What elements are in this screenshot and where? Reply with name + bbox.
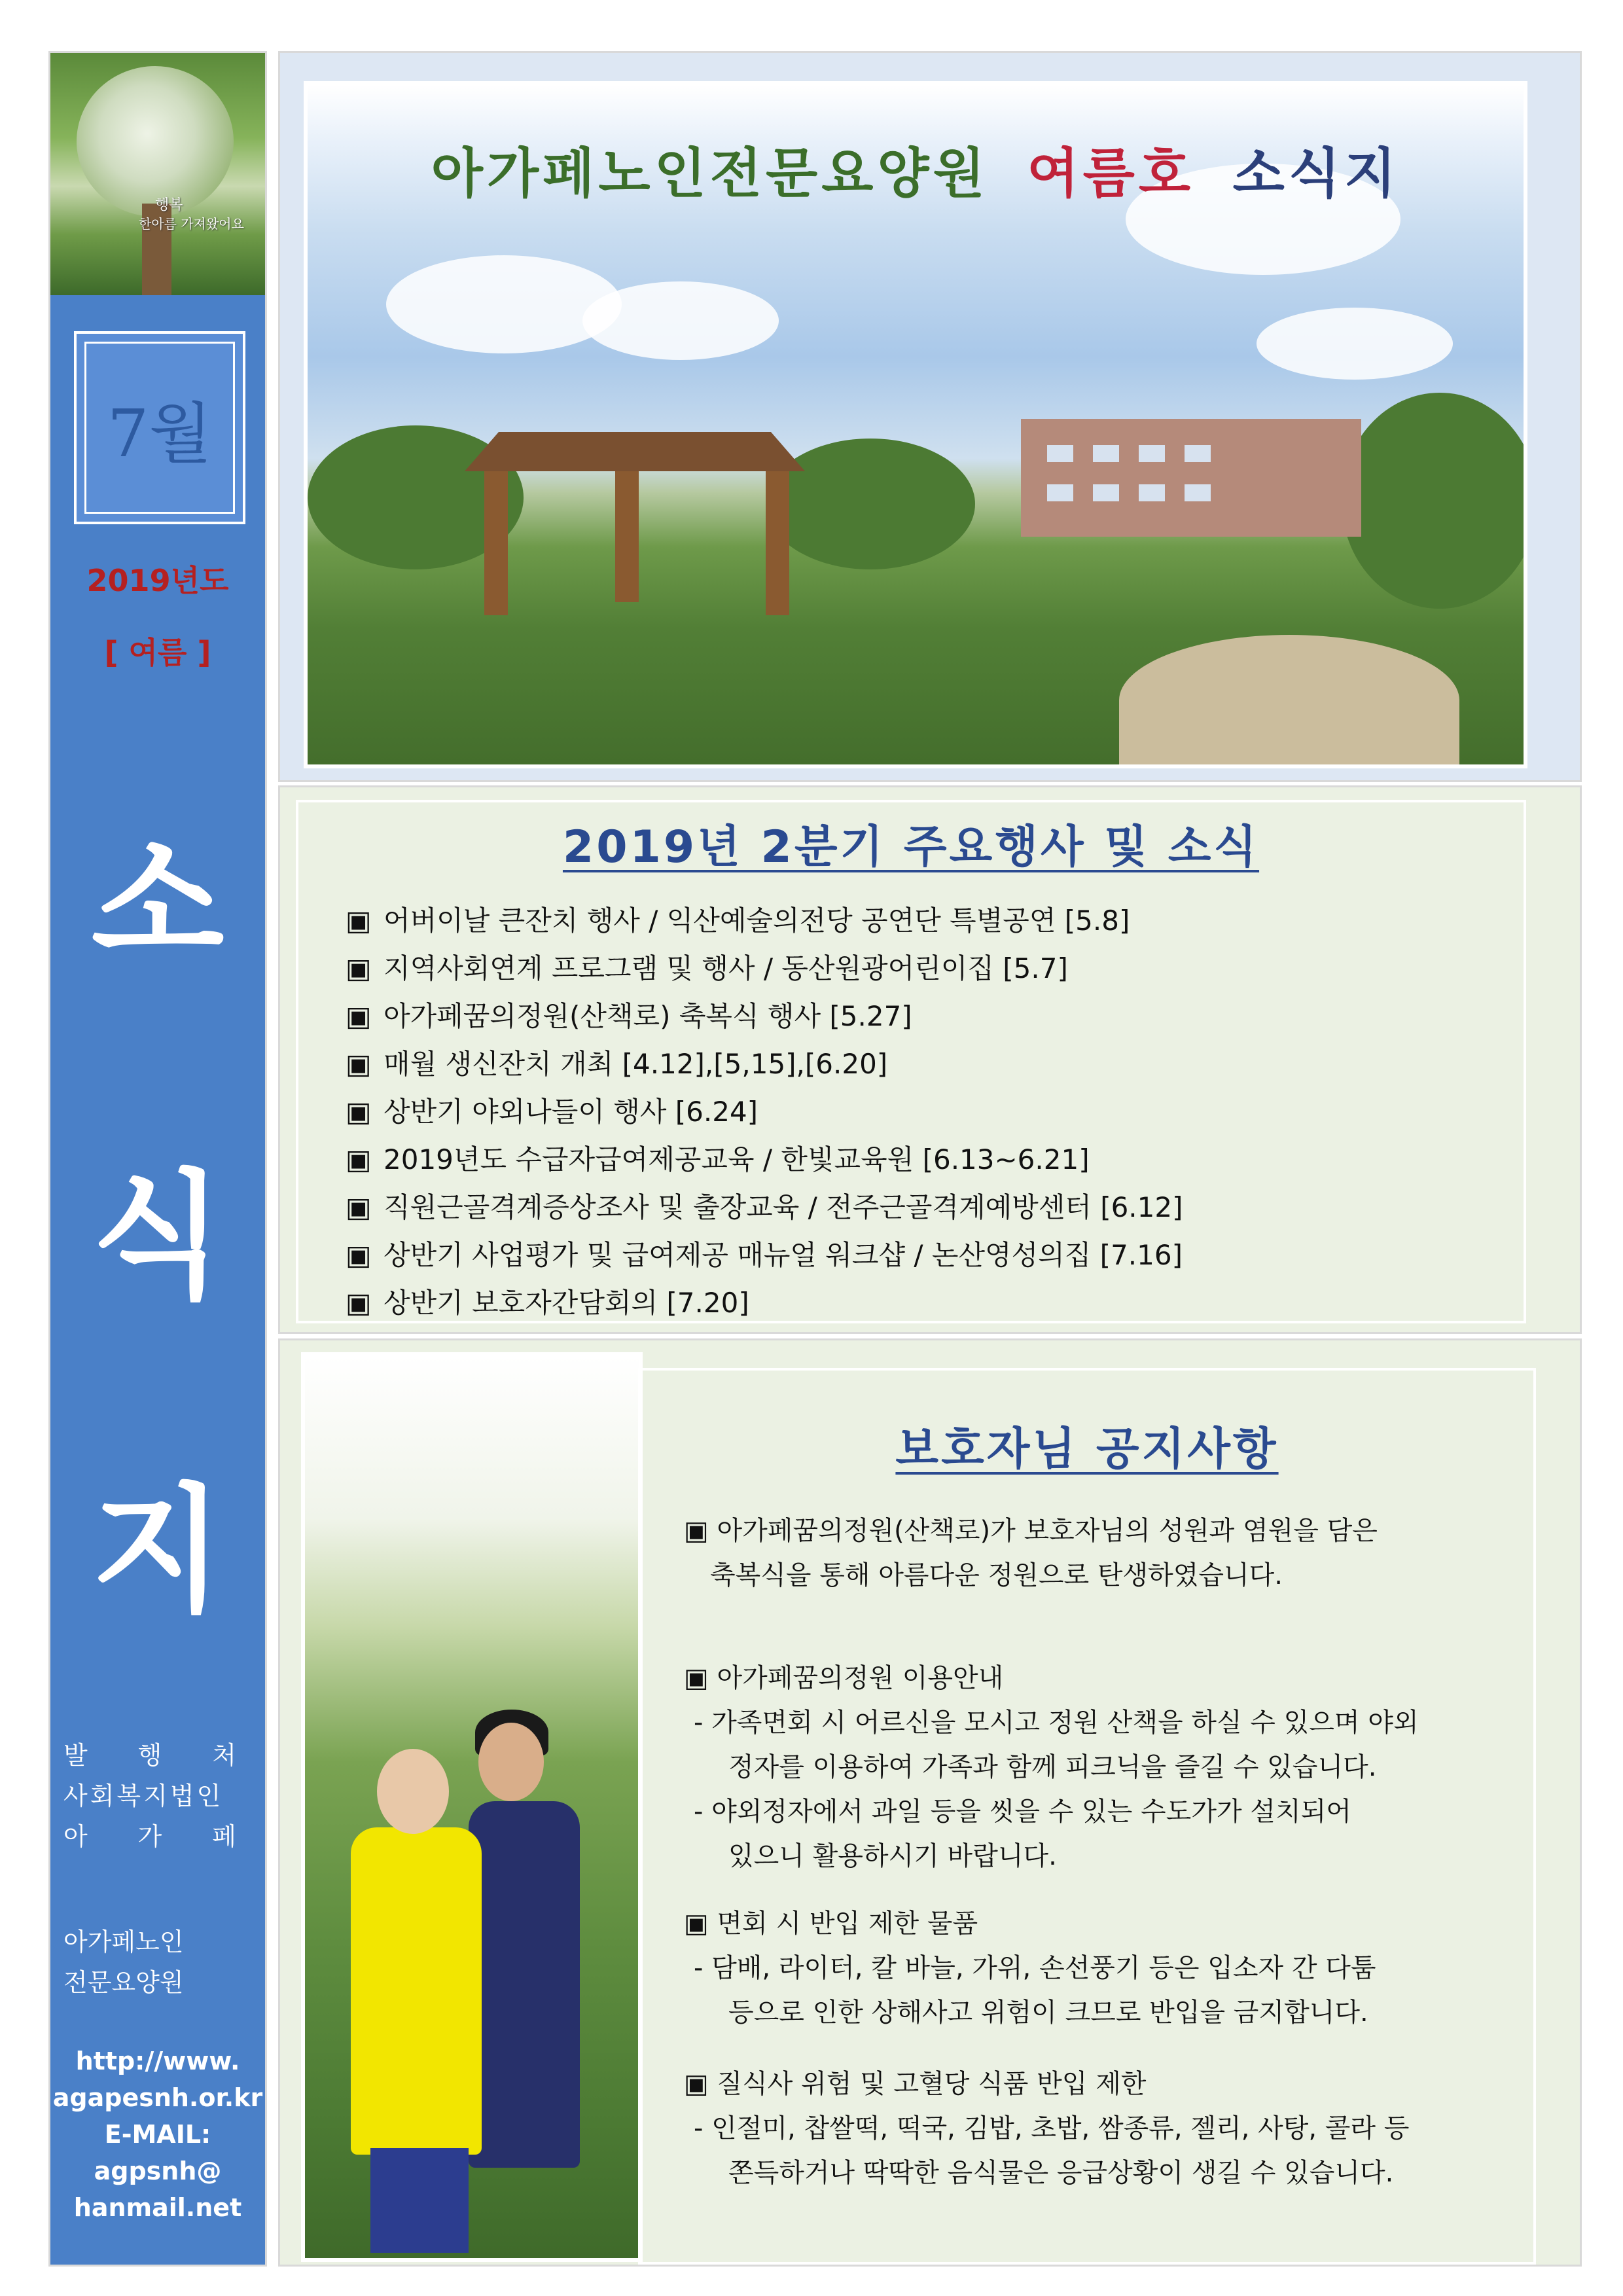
- window: [1185, 484, 1211, 501]
- year-label: 2019년도: [86, 563, 229, 598]
- notice-block-4: [684, 2062, 1528, 2195]
- notice-block-1: [684, 1509, 1528, 1598]
- residents-photo: [301, 1352, 643, 2262]
- news-item-text: 매월 생신잔치 개최 [4.12],[5,15],[6.20]: [383, 1048, 888, 1080]
- title-char-ji: 지: [91, 1471, 224, 1631]
- news-item-text: 상반기 보호자간담회의 [7.20]: [383, 1287, 749, 1319]
- cloud: [582, 281, 779, 360]
- pavilion-post: [766, 471, 789, 615]
- bullet-icon: ▣: [346, 1048, 372, 1080]
- facility-name: [63, 1922, 253, 2003]
- list-item: [346, 992, 1510, 1040]
- bullet-icon: ▣: [346, 952, 372, 984]
- news-item-text: 어버이날 큰잔치 행사 / 익산예술의전당 공연단 특별공연 [5.8]: [383, 905, 1130, 937]
- news-item-text: 지역사회연계 프로그램 및 행사 / 동산원광어린이집 [5.7]: [383, 952, 1068, 984]
- caregiver-figure: [469, 1801, 580, 2168]
- facility-line-1: 아가페노인: [63, 1928, 184, 1956]
- bullet-icon: ▣: [346, 1000, 372, 1032]
- building: [1021, 419, 1361, 537]
- newsletter-title: [304, 131, 1527, 207]
- title-facility: 아가페노인전문요양원: [431, 143, 989, 205]
- tree: [766, 439, 975, 569]
- notice-text: 등으로 인한 상해사고 위험이 크므로 반입을 금지합니다.: [728, 1998, 1368, 2028]
- cloud: [1257, 308, 1453, 380]
- bullet-icon: ▣: [346, 905, 372, 937]
- news-item-text: 2019년도 수급자급여제공교육 / 한빛교육원 [6.13~6.21]: [383, 1143, 1090, 1175]
- notice-block-3: [684, 1901, 1528, 2035]
- logo-caption-2: 한아름 가져왔어요: [139, 216, 244, 232]
- bullet-icon: ▣: [346, 1287, 372, 1319]
- bullet-icon: ▣: [346, 1239, 372, 1271]
- tree: [1342, 393, 1527, 609]
- window: [1093, 484, 1119, 501]
- email-line-1[interactable]: agpsnh@: [94, 2157, 222, 2185]
- logo-photo: [50, 53, 265, 295]
- bullet-icon: ▣: [346, 1096, 372, 1128]
- notice-text: 정자를 이용하여 가족과 함께 피크닉을 즐길 수 있습니다.: [728, 1752, 1377, 1782]
- list-item: [346, 1040, 1510, 1088]
- bullet-icon: ▣: [346, 1143, 372, 1175]
- title-char-sik: 식: [91, 1157, 224, 1317]
- news-list: [346, 897, 1510, 1327]
- sidebar: [48, 51, 267, 2267]
- notice-text: ▣ 아가페꿈의정원(산책로)가 보호자님의 성원과 염원을 담은: [684, 1516, 1378, 1546]
- contact-info: [50, 2043, 265, 2226]
- email-line-2[interactable]: hanmail.net: [73, 2193, 242, 2222]
- logo-caption: 행복: [155, 197, 183, 213]
- resident-legs: [370, 2148, 469, 2253]
- resident-face: [377, 1749, 449, 1834]
- caregiver-face: [478, 1723, 544, 1801]
- list-item: [346, 1231, 1510, 1279]
- news-item-text: 상반기 사업평가 및 급여제공 매뉴얼 워크샵 / 논산영성의집 [7.16]: [383, 1239, 1183, 1271]
- pavilion-post: [484, 471, 508, 615]
- publisher-info: [63, 1735, 253, 1857]
- notice-text: - 담배, 라이터, 칼 바늘, 가위, 손선풍기 등은 입소자 간 다툼: [694, 1953, 1376, 1983]
- window: [1185, 445, 1211, 462]
- bullet-icon: ▣: [346, 1191, 372, 1223]
- news-title: 2019년 2분기 주요행사 및 소식: [562, 821, 1260, 873]
- window: [1047, 484, 1073, 501]
- season-label: [ 여름 ]: [104, 635, 211, 670]
- month-label: 7월: [84, 342, 235, 514]
- publisher-org: 사회복지법인: [63, 1782, 224, 1810]
- month-box: [74, 331, 245, 524]
- title-newsletter: 소식지: [1232, 143, 1400, 205]
- list-item: [346, 1183, 1510, 1231]
- notice-text: - 인절미, 찹쌀떡, 떡국, 김밥, 초밥, 쌈종류, 젤리, 사탕, 콜라 등: [694, 2113, 1410, 2144]
- garden-path: [1119, 635, 1459, 766]
- notice-heading: ▣ 질식사 위험 및 고혈당 식품 반입 제한: [684, 2069, 1147, 2099]
- notice-text: 축복식을 통해 아름다운 정원으로 탄생하였습니다.: [710, 1560, 1283, 1590]
- title-issue: 여름호: [1027, 143, 1195, 205]
- list-item: [346, 897, 1510, 944]
- resident-figure: [351, 1827, 482, 2155]
- notice-text: 쫀득하거나 딱딱한 음식물은 응급상황이 생길 수 있습니다.: [728, 2158, 1394, 2188]
- window: [1047, 445, 1073, 462]
- publisher-label: 발 행 처: [63, 1741, 253, 1770]
- cloud: [386, 255, 622, 353]
- website-line-1[interactable]: http://www.: [75, 2047, 240, 2075]
- notice-block-2: [684, 1656, 1528, 1878]
- window: [1093, 445, 1119, 462]
- notice-title: 보호자님 공지사항: [895, 1424, 1279, 1475]
- news-item-text: 아가페꿈의정원(산책로) 축복식 행사 [5.27]: [383, 1000, 912, 1032]
- notice-text: - 가족면회 시 어르신을 모시고 정원 산책을 하실 수 있으며 야외: [694, 1708, 1419, 1738]
- list-item: [346, 1088, 1510, 1136]
- news-item-text: 직원근골격계증상조사 및 출장교육 / 전주근골격계예방센터 [6.12]: [383, 1191, 1183, 1223]
- pavilion-roof: [465, 432, 805, 471]
- pavilion-post: [615, 471, 639, 602]
- list-item: [346, 1279, 1510, 1327]
- email-label: E-MAIL:: [104, 2120, 211, 2149]
- notice-text: 있으니 활용하시기 바랍니다.: [728, 1841, 1057, 1871]
- news-item-text: 상반기 야외나들이 행사 [6.24]: [383, 1096, 758, 1128]
- website-line-2[interactable]: agapesnh.or.kr: [52, 2083, 263, 2112]
- title-char-so: 소: [91, 823, 224, 983]
- publisher-name: 아 가 페: [63, 1822, 253, 1851]
- list-item: [346, 1136, 1510, 1183]
- notice-text: - 야외정자에서 과일 등을 씻을 수 있는 수도가가 설치되어: [694, 1797, 1351, 1827]
- facility-line-2: 전문요양원: [63, 1968, 184, 1997]
- notice-heading: ▣ 아가페꿈의정원 이용안내: [684, 1663, 1004, 1693]
- notice-heading: ▣ 면회 시 반입 제한 물품: [684, 1909, 978, 1939]
- window: [1139, 445, 1165, 462]
- list-item: [346, 944, 1510, 992]
- window: [1139, 484, 1165, 501]
